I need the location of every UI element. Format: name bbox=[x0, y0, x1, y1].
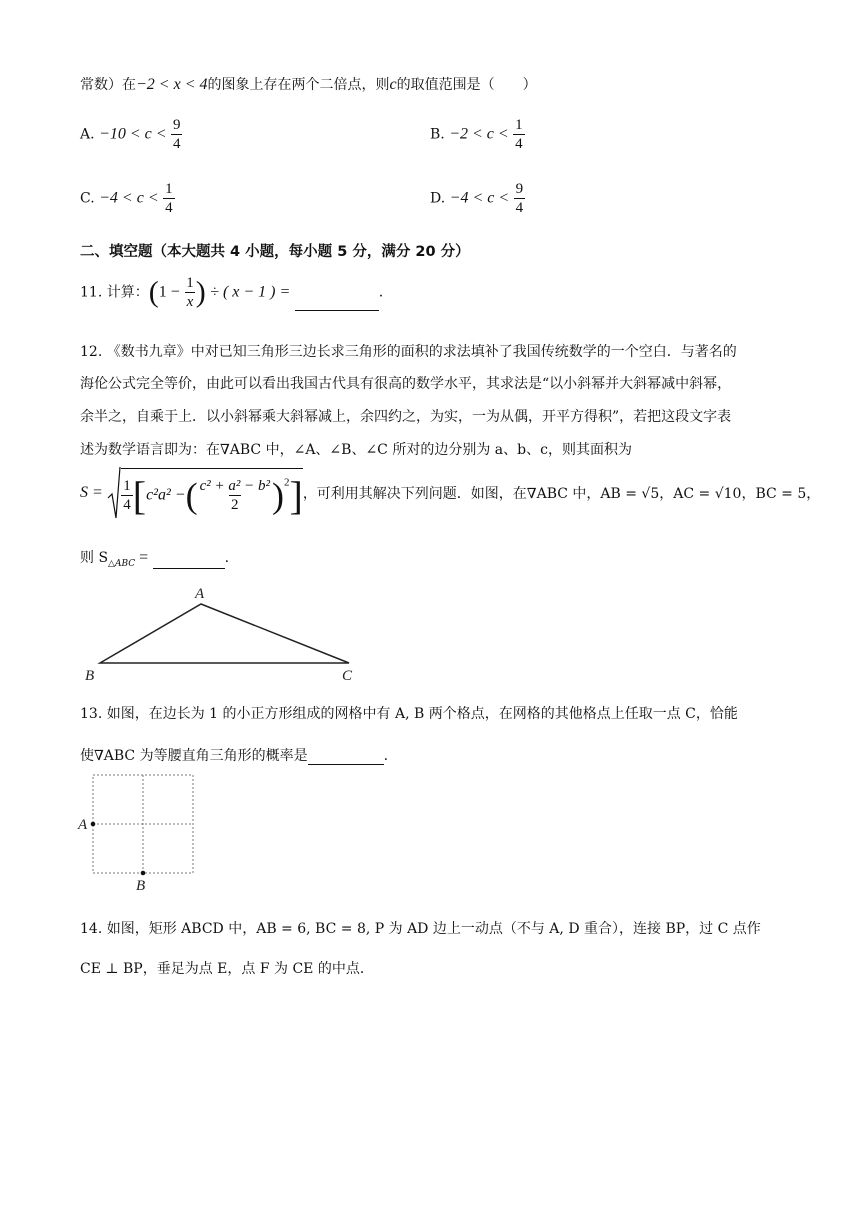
square-exponent: 2 bbox=[283, 476, 290, 488]
q13-text: 使∇ABC 为等腰直角三角形的概率是 bbox=[80, 748, 308, 764]
triangle-figure bbox=[78, 582, 398, 682]
formula-s: S = bbox=[80, 484, 103, 501]
q12-line5: ，可利用其解决下列问题．如图，在∇ABC 中，AB = √5，AC = √10，BC = 5， bbox=[302, 486, 821, 502]
q11-end: . bbox=[378, 284, 384, 301]
fraction-denominator: 4 bbox=[123, 496, 131, 513]
vertex-label-b: B bbox=[85, 668, 95, 682]
left-paren: ( bbox=[148, 275, 159, 309]
q12-text: 《数书九章》中对已知三角形三边长求三角形的面积的求法填补了我国传统数学的一个空白．与著名的 bbox=[106, 344, 737, 360]
q12-line1 bbox=[80, 341, 737, 361]
q10-option-d bbox=[430, 180, 525, 217]
q10-stem-start: 常数）在 bbox=[80, 77, 136, 93]
fraction-denominator: 4 bbox=[515, 136, 523, 152]
option-fraction bbox=[171, 116, 183, 153]
fraction-denominator: 2 bbox=[231, 496, 239, 513]
q14-line2: CE ⊥ BP，垂足为点 E，点 F 为 CE 的中点． bbox=[80, 961, 374, 977]
q12-number: 12. bbox=[80, 344, 103, 360]
q12-line4: 述为数学语言即为：在∇ABC 中，∠A、∠B、∠C 所对的边分别为 a、b、c，则其面积为 bbox=[80, 442, 632, 458]
left-bracket: [ bbox=[132, 472, 147, 518]
quarter-fraction bbox=[121, 477, 133, 514]
q11-prefix: 计算： bbox=[106, 284, 149, 301]
grid-figure bbox=[76, 770, 216, 895]
option-fraction bbox=[163, 180, 175, 217]
option-label: D. bbox=[430, 190, 446, 207]
option-expression: −10 < c < bbox=[99, 125, 167, 143]
fraction-numerator: 1 bbox=[515, 117, 523, 133]
sqrt-body bbox=[121, 468, 303, 519]
q14-text: 如图，矩形 ABCD 中，AB = 6, BC = 8, P 为 AD 边上一动点（不与 A, D 重合），连接 BP，过 C 点作 bbox=[106, 921, 761, 937]
right-bracket: ] bbox=[289, 472, 303, 518]
q10-stem-tail: 的图象上存在两个二倍点，则 bbox=[207, 77, 390, 93]
fraction-numerator: 1 bbox=[123, 477, 131, 494]
q12-equals: = bbox=[135, 549, 149, 566]
inner-fraction bbox=[198, 477, 272, 514]
q13-answer-blank[interactable] bbox=[308, 748, 384, 765]
q10-stem bbox=[80, 74, 537, 94]
fraction-numerator: 9 bbox=[515, 181, 524, 197]
option-expression: −4 < c < bbox=[449, 189, 510, 207]
right-paren: ) bbox=[271, 475, 284, 515]
q13-line2 bbox=[80, 745, 388, 765]
vertex-label-c: C bbox=[342, 668, 353, 682]
triangle-abc bbox=[100, 604, 349, 663]
q10-stem-end: 的取值范围是（ ） bbox=[396, 77, 537, 93]
option-label: A. bbox=[80, 126, 95, 143]
option-fraction bbox=[514, 180, 526, 217]
section-heading: 二、填空题（本大题共 4 小题，每小题 5 分，满分 20 分） bbox=[80, 244, 470, 260]
q12-answer-blank[interactable] bbox=[153, 552, 225, 569]
fraction-denominator: 4 bbox=[172, 136, 181, 152]
point-label-a: A bbox=[78, 817, 88, 833]
fraction-numerator: 9 bbox=[172, 117, 181, 133]
q11-one-minus: 1 − bbox=[158, 283, 180, 301]
fraction-denominator: 4 bbox=[515, 200, 524, 216]
q12-line2: 海伦公式完全等价，由此可以看出我国古代具有很高的数学水平，其求法是“以小斜幂并大斜幂减中斜幂， bbox=[80, 376, 732, 392]
fraction-numerator: 1 bbox=[186, 275, 194, 291]
q10-var: c bbox=[389, 76, 397, 93]
option-expression: −4 < c < bbox=[99, 189, 159, 207]
q12-formula bbox=[80, 466, 820, 526]
q13-text: 如图，在边长为 1 的小正方形组成的网格中有 A, B 两个格点，在网格的其他格点上任取一点 C，恰能 bbox=[106, 706, 738, 722]
q12-end: . bbox=[224, 550, 230, 566]
option-fraction bbox=[513, 116, 525, 153]
vertex-label-a: A bbox=[195, 586, 205, 602]
option-label: C. bbox=[80, 190, 95, 207]
q10-option-c bbox=[80, 180, 175, 217]
option-expression: −2 < c < bbox=[449, 125, 509, 143]
point-b bbox=[141, 871, 146, 876]
fraction-numerator: c² + a² − b² bbox=[199, 477, 270, 494]
fraction-numerator: 1 bbox=[165, 181, 173, 197]
q13-line1 bbox=[80, 703, 738, 723]
option-label: B. bbox=[430, 126, 445, 143]
q12-line6 bbox=[80, 547, 229, 569]
q10-condition: −2 < x < 4 bbox=[136, 76, 208, 93]
q14-number: 14. bbox=[80, 921, 103, 937]
formula-c2a2: c²a² − bbox=[146, 486, 186, 503]
right-paren: ) bbox=[195, 275, 206, 309]
q11-number: 11. bbox=[80, 284, 103, 301]
sqrt-sign bbox=[107, 466, 121, 520]
q11 bbox=[80, 274, 383, 311]
q12-area-label: 则 S bbox=[80, 550, 109, 566]
q14-line1 bbox=[80, 918, 761, 938]
point-a bbox=[91, 822, 96, 827]
q12-line3: 余半之，自乘于上．以小斜幂乘大斜幂减上，余四约之，为实，一为从偶，开平方得积”，若把这段文字表 bbox=[80, 409, 732, 425]
q11-fraction bbox=[184, 274, 196, 311]
q13-end: . bbox=[383, 748, 389, 764]
q10-option-b bbox=[430, 116, 525, 153]
fraction-denominator: x bbox=[186, 294, 194, 310]
q11-answer-blank[interactable] bbox=[295, 294, 379, 311]
fraction-denominator: 4 bbox=[165, 200, 173, 216]
point-label-b: B bbox=[136, 878, 146, 894]
q12-area-subscript: △ABC bbox=[108, 558, 136, 569]
q11-division: ÷ ( x − 1 ) = bbox=[210, 283, 291, 301]
q10-option-a bbox=[80, 116, 182, 153]
left-paren: ( bbox=[185, 475, 198, 515]
q13-number: 13. bbox=[80, 706, 103, 722]
